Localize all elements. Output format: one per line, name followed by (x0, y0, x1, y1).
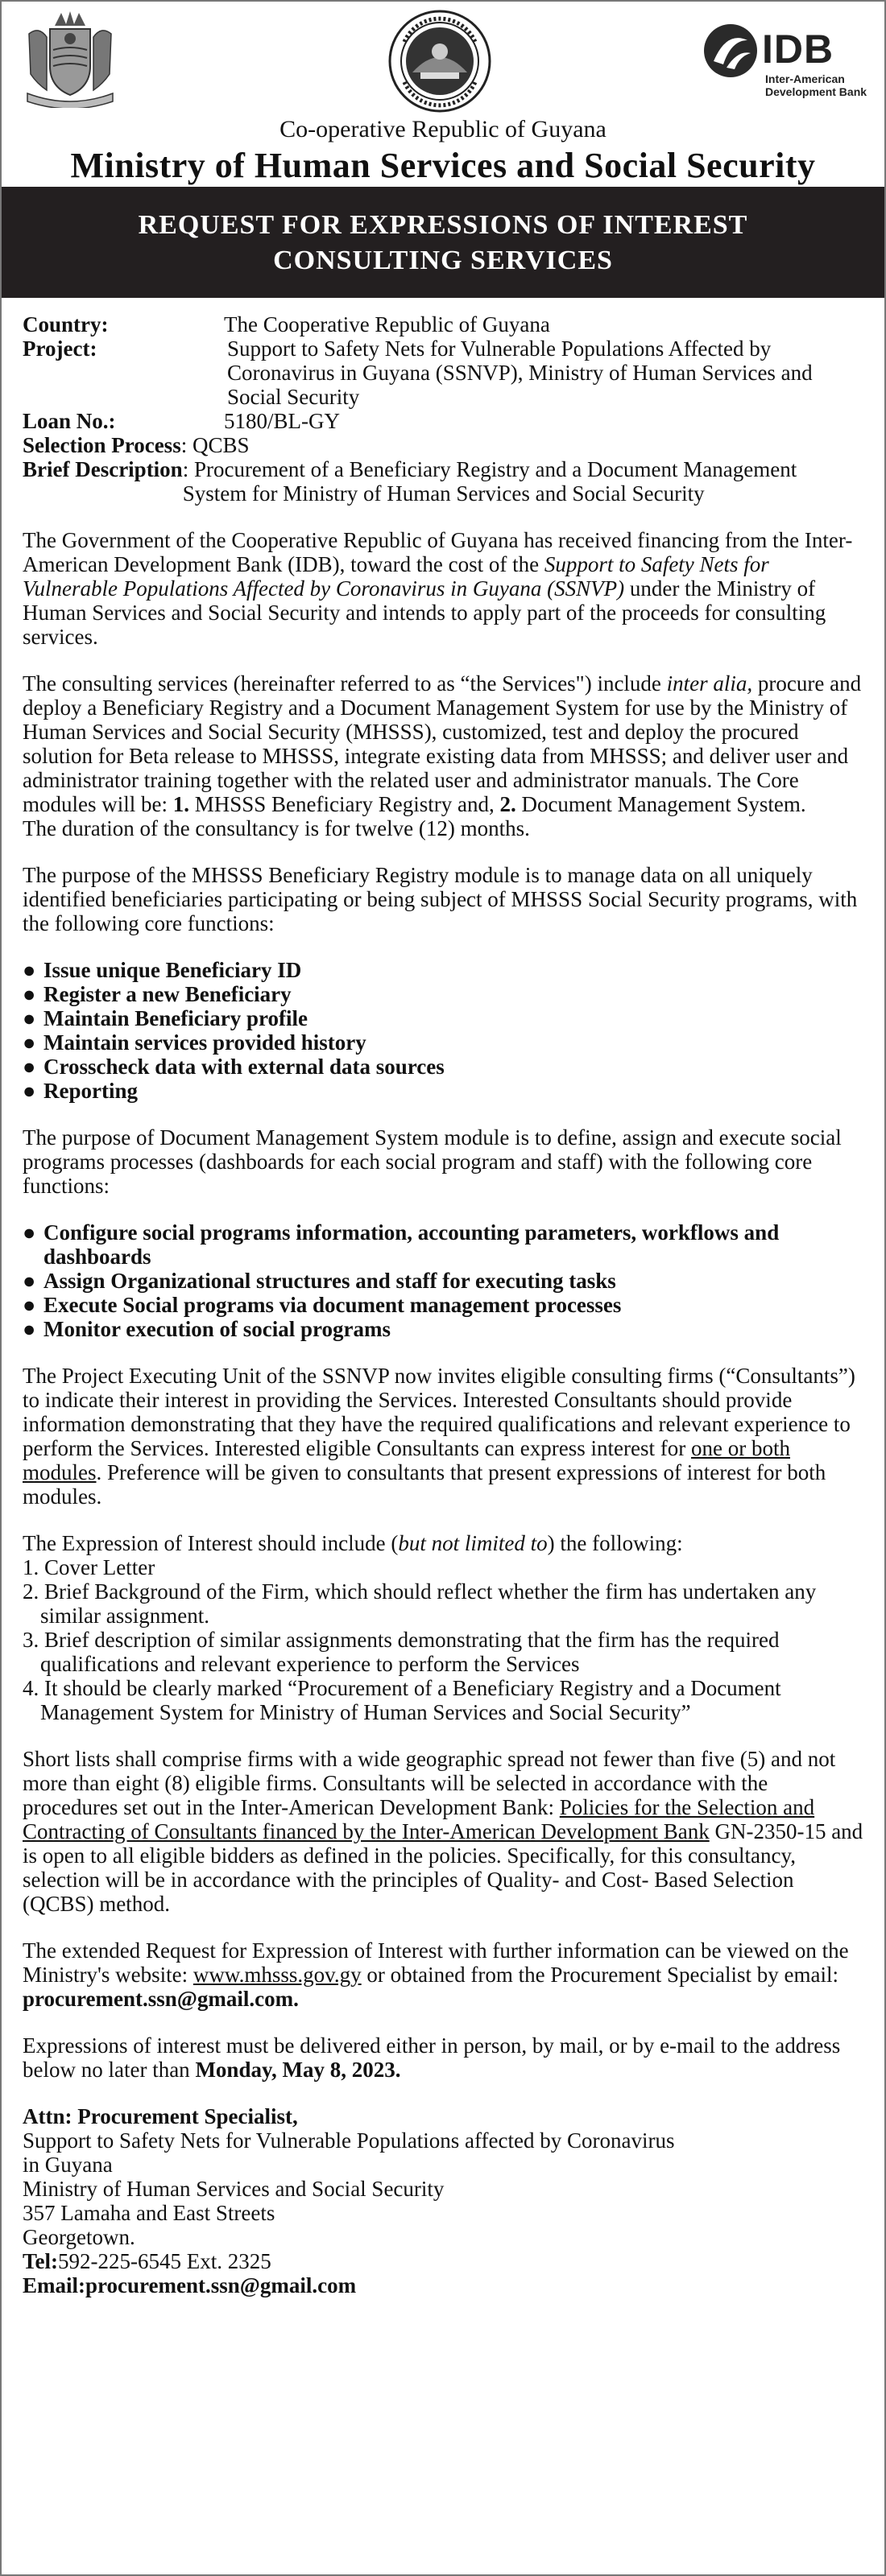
list-item: 4. It should be clearly marked “Procurement of a Beneficiary Registry and a Document Management System for Ministry of Human Services and Social Security” (23, 1676, 781, 1724)
list-item: ● Maintain Beneficiary profile (23, 1006, 308, 1030)
invitation-paragraph: The Project Executing Unit of the SSNVP now invites eligible consulting firms (“Consultants”) to indicate their interest in providing the Services. Interested Consultants should provide information demonstrating that they have the required qualifications and relevant experience to perform the Services. Interested eligible Consultants can express interest for one or both modules. Preference will be given to consultants that present expressions of interest for both modules. (23, 1364, 855, 1509)
country-field: Country: The Cooperative Republic of Guyana (23, 312, 550, 336)
list-item: ● Assign Organizational structures and staff for executing tasks (23, 1269, 616, 1293)
list-item: 1. Cover Letter (23, 1555, 155, 1579)
list-item: ● Configure social programs information, accounting parameters, workflows and dashboards (23, 1220, 780, 1269)
ministry-website-link[interactable]: www.mhsss.gov.gy (193, 1963, 362, 1987)
idb-logo (702, 23, 872, 103)
header (2, 2, 884, 187)
deadline-date: Monday, May 8, 2023. (195, 2058, 401, 2082)
selection-process-field: Selection Process : QCBS (23, 433, 250, 457)
list-item: 3. Brief description of similar assignments demonstrating that the firm has the required qualifications and relevant experience to perform the Services (23, 1628, 780, 1676)
policies-link[interactable]: Policies for the Selection and Contracting of Consultants financed by the Inter-American Development Bank (23, 1795, 815, 1843)
registry-functions-list (23, 958, 863, 1103)
title-banner (2, 187, 884, 298)
list-item: ● Issue unique Beneficiary ID (23, 958, 302, 982)
title-line-2: CONSULTING SERVICES (273, 246, 613, 275)
attn-heading: Attn: Procurement Specialist, (23, 2104, 298, 2128)
idb-mark-icon (702, 23, 759, 79)
contact-address: Attn: Procurement Specialist, Support to Safety Nets for Vulnerable Populations affected by Coronavirus in Guyana Ministry of Human Services and Social Security 357 Lamaha and East Streets Georgetown. Tel:592-225-6545 Ext. 2325 Email:procurement.ssn@gmail.com (23, 2104, 863, 2297)
project-details (23, 312, 863, 506)
project-field: Project: Support to Safety Nets for Vulnerable Populations Affected by Coronavirus in Guyana (SSNVP), Ministry of Human Services and Social Security (23, 336, 813, 409)
guyana-coat-of-arms-logo (23, 10, 118, 108)
list-item: ● Execute Social programs via document management processes (23, 1293, 622, 1317)
eoi-intro: The Expression of Interest should include (but not limited to) the following: (23, 1531, 683, 1555)
ministry-seal-logo (388, 10, 491, 113)
title-line-1: REQUEST FOR EXPRESSIONS OF INTEREST (138, 210, 748, 240)
deadline-paragraph: Expressions of interest must be delivered either in person, by mail, or by e-mail to the address below no later than Monday, May 8, 2023. (23, 2033, 841, 2082)
shortlist-paragraph: Short lists shall comprise firms with a wide geographic spread not fewer than five (5) and not more than eight (8) eligible firms. Consultants will be selected in accordance with the procedures set out in the Inter-American Development Bank: Policies for the Selection and Contracting of Consultants financed by the Inter-American Development Bank GN-2350-15 and is open to all eligible bidders as defined in the policies. Specifically, for this consultancy, selection will be in accordance with the principles of Quality- and Cost- Based Selection (QCBS) method. (23, 1747, 863, 1916)
list-item: ● Register a new Beneficiary (23, 982, 292, 1006)
notice-body (2, 298, 884, 2297)
ministry-heading: Ministry of Human Services and Social Security (70, 146, 816, 185)
list-item: ● Crosscheck data with external data sources (23, 1055, 445, 1079)
country-heading: Co-operative Republic of Guyana (279, 116, 607, 142)
dms-functions-list (23, 1220, 863, 1341)
list-item: ● Maintain services provided history (23, 1030, 366, 1055)
brief-description-field: Brief Description : Procurement of a Beneficiary Registry and a Document Management System for Ministry of Human Services and Social Security (23, 457, 797, 506)
contact-phone: Tel:592-225-6545 Ext. 2325 (23, 2249, 271, 2273)
eoi-contents-section (23, 1531, 863, 1724)
services-paragraph: The consulting services (hereinafter referred to as “the Services") include inter alia, procure and deploy a Beneficiary Registry and a Document Management System for use by the Ministry of Human Services and Social Security (MHSSS), customized, test and deploy the procured solution for Beta release to MHSSS, integrate existing data from MHSSS; and deliver user and administrator training together with the related user and administrator manuals. The Core modules will be: 1. MHSSS Beneficiary Registry and, 2. Document Management System. The duration of the consultancy is for twelve (12) months. (23, 671, 862, 840)
list-item: ● Monitor execution of social programs (23, 1317, 391, 1341)
idb-subtitle: Inter-American Development Bank (765, 72, 867, 98)
procurement-email[interactable]: procurement.ssn@gmail.com. (23, 1987, 299, 2011)
list-item: 2. Brief Background of the Firm, which should reflect whether the firm has undertaken any similar assignment. (23, 1579, 817, 1628)
website-paragraph: The extended Request for Expression of Interest with further information can be viewed on the Ministry's website: www.mhsss.gov.gy or obtained from the Procurement Specialist by email: procurement.ssn@gmail.com. (23, 1938, 849, 2011)
dms-purpose-paragraph: The purpose of Document Management System module is to define, assign and execute social programs processes (dashboards for each social program and staff) with the following core functions: (23, 1125, 842, 1198)
financing-paragraph: The Government of the Cooperative Republic of Guyana has received financing from the Inter-American Development Bank (IDB), toward the cost of the Support to Safety Nets for Vulnerable Populations Affected by Coronavirus in Guyana (SSNVP) under the Ministry of Human Services and Social Security and intends to apply part of the proceeds for consulting services. (23, 528, 853, 649)
eoi-items-list (23, 1555, 863, 1724)
idb-wordmark: IDB (762, 27, 834, 72)
loan-field: Loan No.: 5180/BL-GY (23, 409, 340, 433)
list-item: ● Reporting (23, 1079, 138, 1103)
registry-purpose-paragraph: The purpose of the MHSSS Beneficiary Registry module is to manage data on all uniquely identified beneficiaries participating or being subject of MHSSS Social Security programs, with the following core functions: (23, 863, 858, 935)
contact-email[interactable]: Email:procurement.ssn@gmail.com (23, 2273, 357, 2297)
